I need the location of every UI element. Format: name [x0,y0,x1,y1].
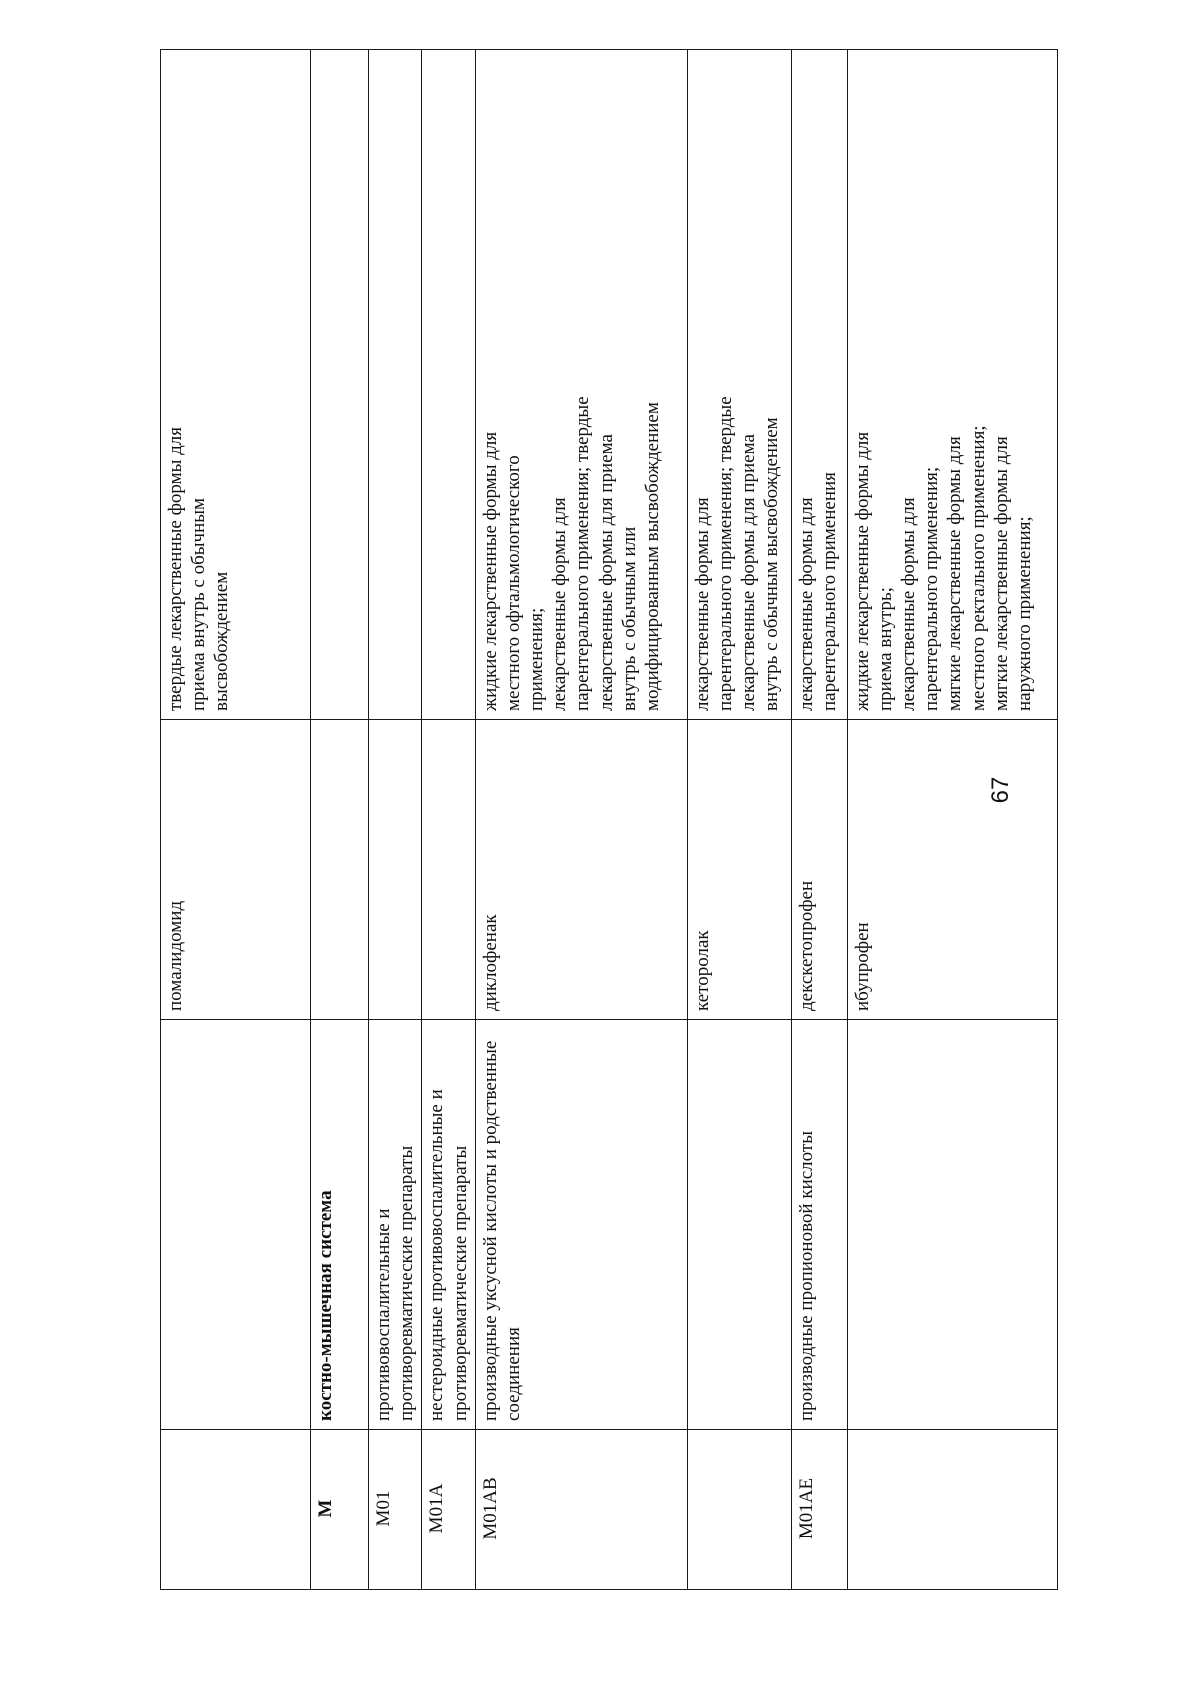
atc-code-cell: M01 [369,1430,422,1590]
atc-group-cell: костно-мышечная система [311,1020,369,1430]
atc-group-cell [161,1020,311,1430]
rotated-page [160,50,1100,1590]
atc-code-cell: M01AE [791,1430,847,1590]
inn-cell: диклофенак [475,720,687,1020]
atc-group-cell: производные уксусной кислоты и родственные соединения [475,1020,687,1430]
table-row [687,50,791,1590]
dosage-forms-cell [422,50,475,720]
dosage-forms-cell: твердые лекарственные формы для приема внутрь с обычным высвобождением [161,50,311,720]
atc-code-cell [687,1430,791,1590]
atc-code-cell [847,1430,1057,1590]
drug-list-table [160,49,1058,1590]
atc-code-cell [161,1430,311,1590]
atc-group-cell: нестероидные противовоспалительные и противоревматические препараты [422,1020,475,1430]
inn-cell: кеторолак [687,720,791,1020]
inn-cell [311,720,369,1020]
dosage-forms-cell: жидкие лекарственные формы для приема внутрь; лекарственные формы для парентерального применения; мягкие лекарственные формы для местного ректального применения; мягкие лекарственные формы для наружного применения; [847,50,1057,720]
atc-group-cell: производные пропионовой кислоты [791,1020,847,1430]
inn-cell: ибупрофен [847,720,1057,1020]
atc-code-cell: M [311,1430,369,1590]
dosage-forms-cell [369,50,422,720]
atc-group-cell: противовоспалительные и противоревматические препараты [369,1020,422,1430]
table-row [791,50,847,1590]
dosage-forms-cell: жидкие лекарственные формы для местного офтальмологического применения; лекарственные формы для парентерального применения; твердые лекарственные формы для приема внутрь с обычным или модифицированным высвобождением [475,50,687,720]
atc-group-cell [847,1020,1057,1430]
dosage-forms-cell [311,50,369,720]
table-row [311,50,369,1590]
page-number: 67 [987,776,1014,804]
table-row [847,50,1057,1590]
inn-cell [422,720,475,1020]
table-row [369,50,422,1590]
atc-code-cell: M01AB [475,1430,687,1590]
inn-cell [369,720,422,1020]
table-row [422,50,475,1590]
atc-group-cell [687,1020,791,1430]
table-row [475,50,687,1590]
dosage-forms-cell: лекарственные формы для парентерального применения; твердые лекарственные формы для приема внутрь с обычным высвобождением [687,50,791,720]
table-row [161,50,311,1590]
dosage-forms-cell: лекарственные формы для парентерального применения [791,50,847,720]
inn-cell: декскетопрофен [791,720,847,1020]
inn-cell: помалидомид [161,720,311,1020]
atc-code-cell: M01A [422,1430,475,1590]
